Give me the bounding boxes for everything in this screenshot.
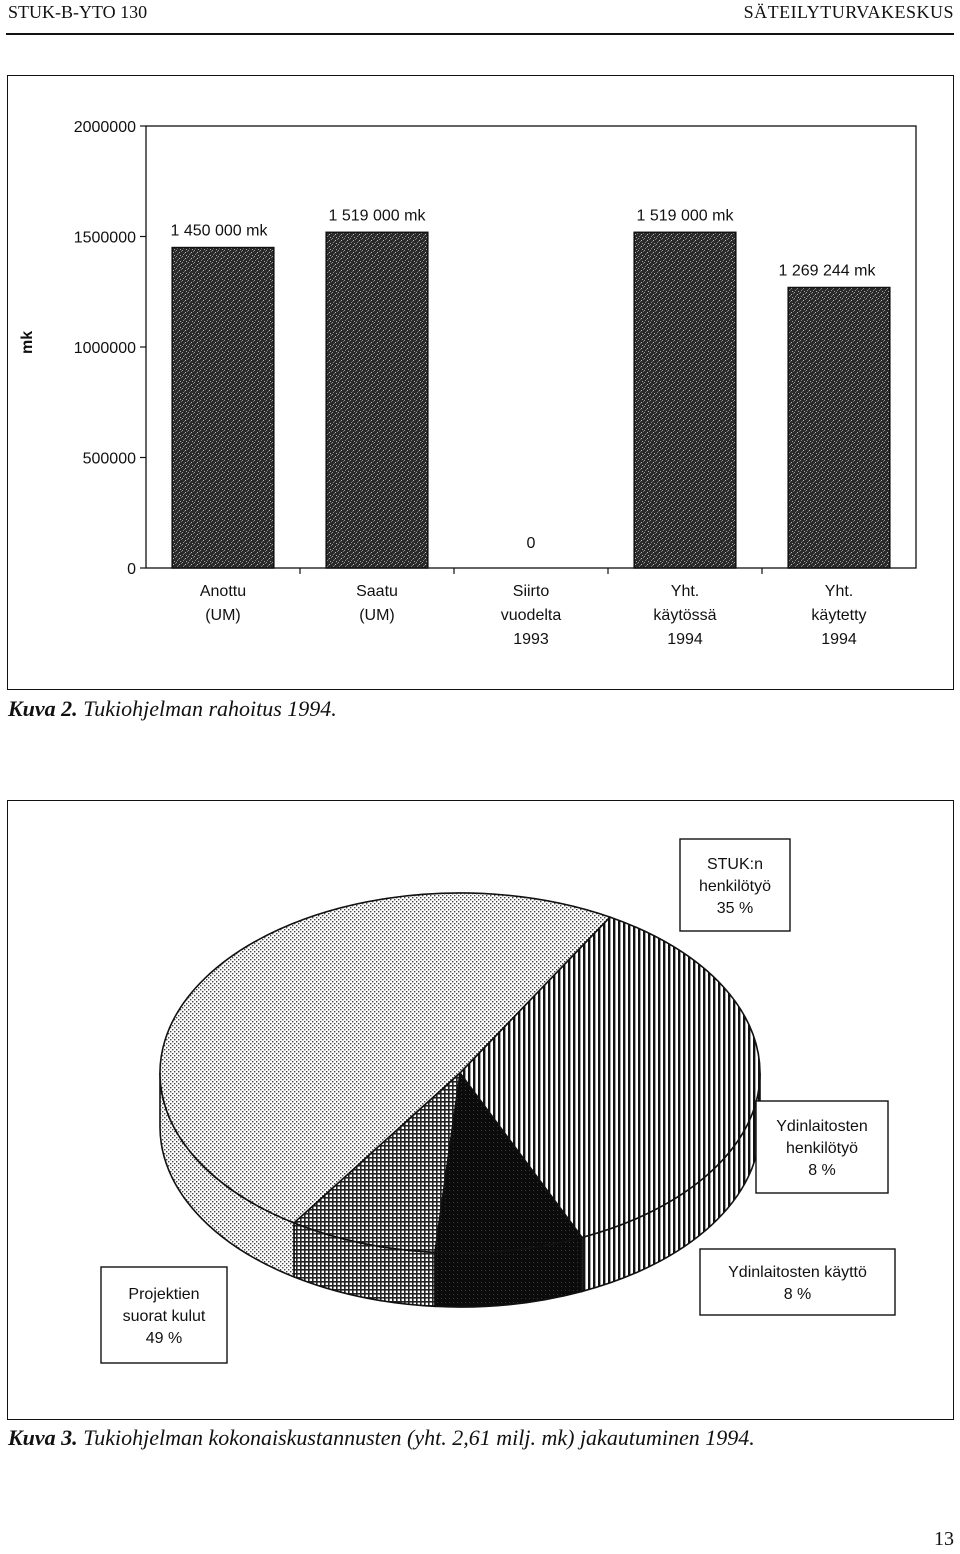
pie-label-box (700, 1249, 895, 1315)
figure-2-bar-chart (7, 75, 954, 690)
bar-chart-svg (8, 76, 953, 688)
bar-data-label: 1 269 244 mk (778, 262, 876, 280)
header-rule (6, 33, 954, 35)
bar-data-label: 0 (526, 535, 536, 552)
x-category-label: 1993 (513, 631, 549, 648)
pie-slice-label: 49 % (145, 1330, 183, 1347)
figure-2-caption-label: Kuva 2. (8, 696, 78, 721)
pie-slice-label: Ydinlaitosten käyttö (728, 1264, 867, 1281)
x-category-label: Anottu (199, 583, 247, 600)
x-category-label: 1994 (821, 631, 857, 648)
y-tick-label: 0 (127, 561, 136, 578)
bar-data-label: 1 519 000 mk (328, 207, 426, 225)
figure-3-caption (8, 1425, 755, 1451)
x-category-label: Siirto (512, 583, 550, 600)
pie-slice-label: Ydinlaitosten (776, 1118, 868, 1135)
x-category-label: Yht. (670, 583, 700, 600)
y-tick-label: 500000 (82, 450, 136, 468)
pie-chart-svg (8, 801, 953, 1418)
bar (326, 232, 428, 568)
x-category-label: käytetty (811, 607, 867, 624)
pie-slice-label: henkilötyö (698, 878, 772, 895)
y-tick-label: 2000000 (73, 119, 136, 136)
pie-slice-label: STUK:n (706, 856, 764, 873)
pie-slice-label: 8 % (783, 1286, 812, 1303)
bar (634, 232, 736, 568)
bar (172, 248, 274, 568)
y-tick-label: 1000000 (73, 340, 136, 357)
pie-slice-label: 35 % (716, 900, 754, 917)
figure-3-pie-chart (7, 800, 954, 1420)
y-axis-label: mk (19, 330, 36, 354)
x-category-label: (UM) (359, 607, 395, 624)
figure-2-caption-text: Tukiohjelman rahoitus 1994. (83, 696, 337, 721)
bar (788, 287, 890, 568)
x-category-label: Yht. (824, 583, 854, 600)
pie-slice-label: 8 % (808, 1162, 836, 1179)
figure-2-caption (8, 696, 337, 722)
figure-3-caption-text: Tukiohjelman kokonaiskustannusten (yht. 2,61 milj. mk) jakautuminen 1994. (83, 1425, 755, 1450)
bar-data-label: 1 519 000 mk (636, 207, 734, 225)
y-tick-label: 1500000 (73, 229, 136, 247)
figure-3-caption-label: Kuva 3. (8, 1425, 78, 1450)
x-category-label: (UM) (205, 607, 241, 624)
page-number: 13 (934, 1528, 954, 1550)
bar-data-label: 1 450 000 mk (170, 222, 268, 240)
pie-slice-label: henkilötyö (785, 1140, 859, 1157)
x-category-label: 1994 (667, 631, 703, 648)
x-category-label: Saatu (356, 583, 398, 600)
running-header-right: SÄTEILYTURVAKESKUS (743, 2, 954, 22)
x-category-label: vuodelta (500, 607, 562, 624)
x-category-label: käytössä (653, 607, 717, 624)
pie-slice-label: Projektien (128, 1286, 200, 1303)
running-header-left: STUK-B-YTO 130 (8, 2, 148, 22)
pie-slice-label: suorat kulut (122, 1308, 206, 1325)
